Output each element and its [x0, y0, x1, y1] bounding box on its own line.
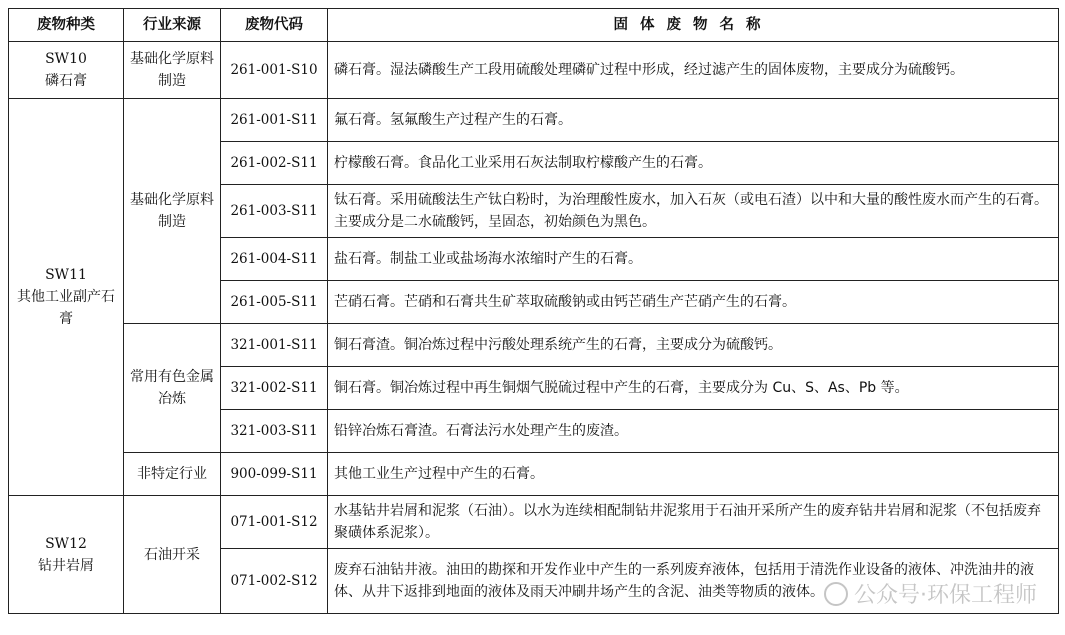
waste-code-cell: 900-099-S11: [221, 453, 328, 496]
industry-cell: 常用有色金属冶炼: [124, 324, 221, 453]
industry-cell: 基础化学原料制造: [124, 42, 221, 99]
waste-description-cell: 铜石膏渣。铜冶炼过程中污酸处理系统产生的石膏，主要成分为硫酸钙。: [328, 324, 1059, 367]
table-row: [9, 324, 1059, 367]
category-name: 其他工业副产石膏: [17, 289, 115, 327]
waste-description-cell: 铜石膏。铜冶炼过程中再生铜烟气脱硫过程中产生的石膏，主要成分为 Cu、S、As、Pb 等。: [328, 367, 1059, 410]
table-row: [9, 453, 1059, 496]
waste-code-cell: 261-003-S11: [221, 185, 328, 238]
waste-code-cell: 261-004-S11: [221, 238, 328, 281]
header-industry-source: 行业来源: [124, 9, 221, 42]
waste-code-cell: 261-001-S10: [221, 42, 328, 99]
waste-description-cell: 钛石膏。采用硫酸法生产钛白粉时，为治理酸性废水，加入石灰（或电石渣）以中和大量的酸性废水而产生的石膏。主要成分是二水硫酸钙，呈固态，初始颜色为黑色。: [328, 185, 1059, 238]
header-waste-code: 废物代码: [221, 9, 328, 42]
waste-code-cell: 261-002-S11: [221, 142, 328, 185]
waste-code-cell: 261-001-S11: [221, 99, 328, 142]
industry-cell: 石油开采: [124, 496, 221, 614]
table-row: [9, 42, 1059, 99]
header-waste-type: 废物种类: [9, 9, 124, 42]
waste-description-cell: 水基钻井岩屑和泥浆（石油）。以水为连续相配制钻井泥浆用于石油开采所产生的废弃钻井岩屑和泥浆（不包括废弃聚磺体系泥浆）。: [328, 496, 1059, 549]
industry-cell: 非特定行业: [124, 453, 221, 496]
category-sw10: [9, 42, 124, 99]
category-name: 钻井岩屑: [38, 557, 94, 574]
waste-code-cell: 071-001-S12: [221, 496, 328, 549]
waste-description-cell: 盐石膏。制盐工业或盐场海水浓缩时产生的石膏。: [328, 238, 1059, 281]
table-row: [9, 496, 1059, 549]
waste-code-cell: 321-002-S11: [221, 367, 328, 410]
waste-description-cell: 氟石膏。氢氟酸生产过程产生的石膏。: [328, 99, 1059, 142]
waste-code-cell: 321-003-S11: [221, 410, 328, 453]
category-name: 磷石膏: [45, 73, 87, 89]
category-sw12: [9, 496, 124, 614]
waste-code-cell: 261-005-S11: [221, 281, 328, 324]
waste-description-cell: 废弃石油钻井液。油田的勘探和开发作业中产生的一系列废弃液体，包括用于清洗作业设备的液体、冲洗油井的液体、从井下返排到地面的液体及雨天冲刷井场产生的含泥、油类等物质的液体。: [328, 549, 1059, 614]
industry-cell: 基础化学原料制造: [124, 99, 221, 324]
category-code: SW12: [45, 535, 87, 552]
watermark-text: 公众号·环保工程师: [854, 583, 1037, 608]
waste-description-cell: 其他工业生产过程中产生的石膏。: [328, 453, 1059, 496]
waste-description-cell: 磷石膏。湿法磷酸生产工段用硫酸处理磷矿过程中形成，经过滤产生的固体废物，主要成分为硫酸钙。: [328, 42, 1059, 99]
waste-description-cell: 铅锌冶炼石膏渣。石膏法污水处理产生的废渣。: [328, 410, 1059, 453]
waste-description-cell: 柠檬酸石膏。食品化工业采用石灰法制取柠檬酸产生的石膏。: [328, 142, 1059, 185]
category-code: SW10: [45, 51, 87, 67]
table-row: [9, 99, 1059, 142]
waste-code-cell: 071-002-S12: [221, 549, 328, 614]
waste-catalog-table: [8, 8, 1059, 614]
header-waste-name: 固体废物名称: [328, 9, 1059, 42]
waste-description-cell: 芒硝石膏。芒硝和石膏共生矿萃取硫酸钠或由钙芒硝生产芒硝产生的石膏。: [328, 281, 1059, 324]
category-sw11: [9, 99, 124, 496]
waste-code-cell: 321-001-S11: [221, 324, 328, 367]
category-code: SW11: [45, 267, 87, 283]
header-row: [9, 9, 1059, 42]
